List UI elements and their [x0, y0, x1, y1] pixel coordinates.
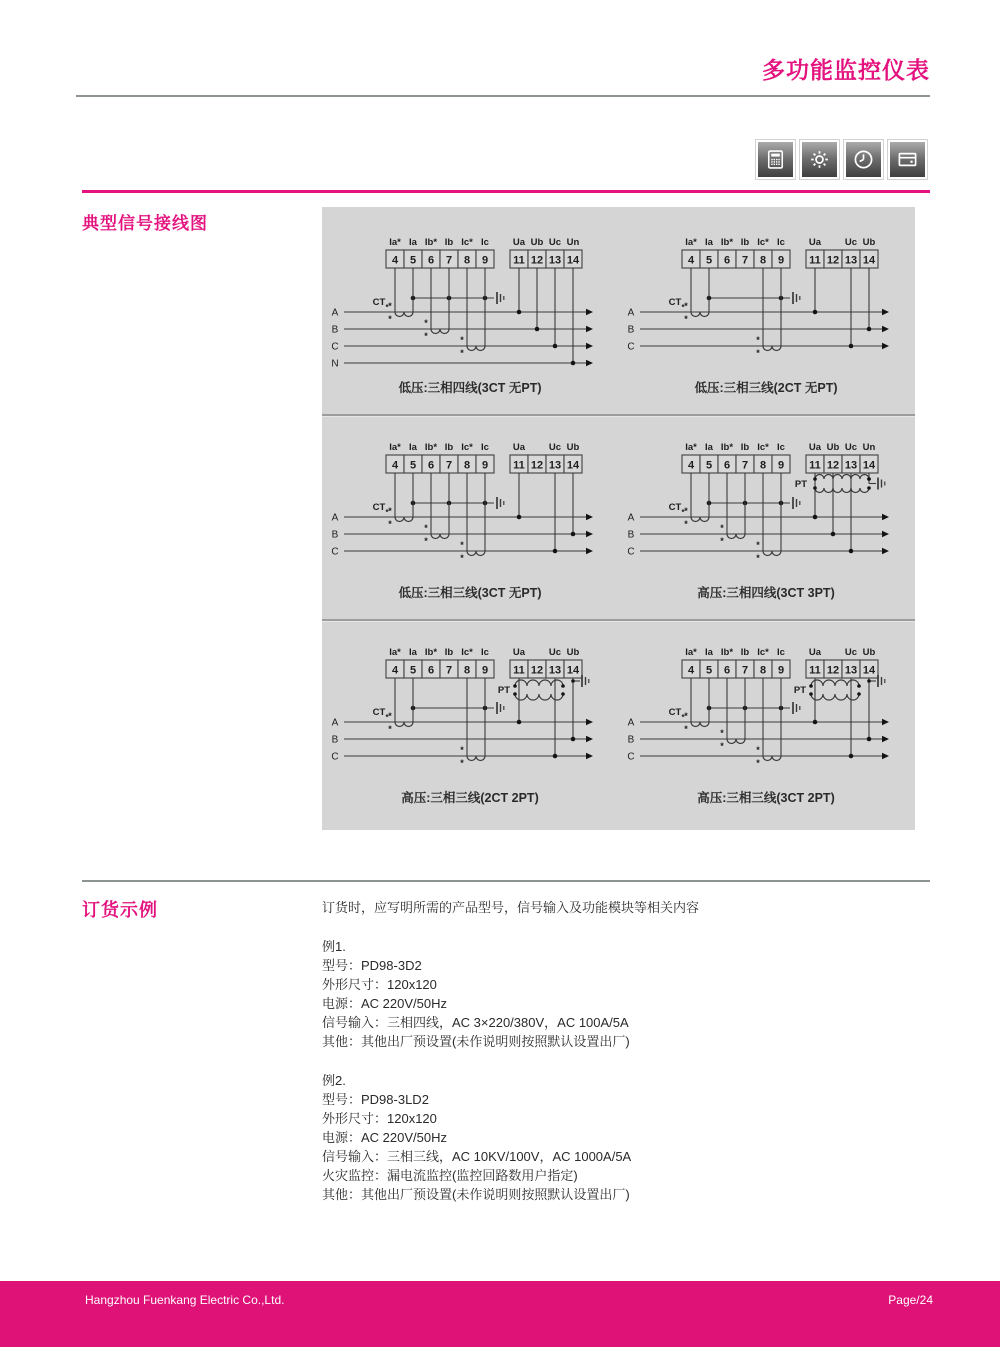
svg-text:Ib: Ib	[740, 237, 750, 248]
svg-text:5: 5	[705, 459, 713, 472]
svg-text:12: 12	[826, 254, 840, 267]
svg-text:Uc: Uc	[844, 442, 858, 453]
svg-text:4: 4	[687, 254, 695, 267]
svg-text:13: 13	[548, 254, 562, 267]
svg-text:5: 5	[705, 664, 713, 677]
wiring-diagram-panel	[322, 207, 915, 830]
example-line: 外形尺寸：120x120	[322, 977, 437, 992]
svg-text:8: 8	[759, 254, 767, 267]
example-line: 型号：PD98-3D2	[322, 958, 422, 973]
svg-text:4: 4	[391, 459, 399, 472]
svg-text:Ia*: Ia*	[389, 237, 401, 248]
svg-text:12: 12	[530, 664, 544, 677]
clock-icon	[843, 139, 884, 180]
svg-text:9: 9	[777, 459, 785, 472]
svg-text:C: C	[627, 751, 635, 763]
svg-text:*: *	[460, 348, 464, 358]
svg-text:*: *	[385, 713, 389, 722]
svg-text:*: *	[720, 741, 724, 751]
svg-text:*: *	[720, 536, 724, 546]
svg-text:*: *	[756, 553, 760, 563]
svg-text:B: B	[627, 734, 635, 746]
accent-divider	[82, 190, 930, 193]
svg-text:Ia: Ia	[409, 647, 417, 658]
svg-text:*: *	[388, 711, 392, 721]
svg-text:11: 11	[513, 664, 525, 677]
svg-text:Ia: Ia	[705, 442, 713, 453]
svg-text:7: 7	[445, 664, 453, 677]
svg-text:Ic: Ic	[777, 647, 785, 658]
diagram-row	[322, 211, 915, 414]
header-divider	[76, 95, 930, 97]
footer-company: Hangzhou Fuenkang Electric Co.,Ltd.	[85, 1293, 285, 1307]
svg-text:Ua: Ua	[512, 442, 526, 453]
svg-text:Uc: Uc	[548, 237, 562, 248]
svg-text:Ic*: Ic*	[461, 237, 473, 248]
svg-text:A: A	[331, 717, 339, 729]
svg-text:14: 14	[862, 664, 876, 677]
wiring-diagram	[618, 211, 914, 414]
svg-text:11: 11	[809, 664, 821, 677]
svg-text:CT: CT	[372, 297, 386, 308]
example-line: 电源：AC 220V/50Hz	[322, 996, 447, 1011]
svg-text:11: 11	[513, 459, 525, 472]
svg-text:Ic*: Ic*	[757, 647, 769, 658]
svg-text:B: B	[331, 324, 339, 336]
svg-text:12: 12	[530, 459, 544, 472]
svg-text:*: *	[388, 314, 392, 324]
svg-text:*: *	[388, 724, 392, 734]
svg-text:Ub: Ub	[566, 647, 580, 658]
svg-text:*: *	[720, 728, 724, 738]
svg-text:Ic: Ic	[777, 237, 785, 248]
svg-text:*: *	[684, 301, 688, 311]
svg-text:CT: CT	[668, 297, 682, 308]
svg-text:Ib: Ib	[444, 237, 454, 248]
diagram-row	[322, 414, 915, 619]
svg-text:5: 5	[409, 254, 417, 267]
ordering-section-heading: 订货示例	[82, 900, 158, 920]
svg-text:14: 14	[862, 254, 876, 267]
svg-text:9: 9	[481, 254, 489, 267]
svg-text:13: 13	[548, 664, 562, 677]
ordering-content	[322, 894, 922, 1204]
calculator-icon	[755, 139, 796, 180]
ordering-section	[0, 894, 1000, 1204]
svg-text:Ib: Ib	[444, 647, 454, 658]
svg-text:8: 8	[463, 664, 471, 677]
example-line: 电源：AC 220V/50Hz	[322, 1130, 447, 1145]
svg-text:*: *	[681, 713, 685, 722]
example-line: 其他：其他出厂预设置(未作说明则按照默认设置出厂)	[322, 1187, 630, 1202]
svg-text:Ib*: Ib*	[424, 647, 438, 658]
page-title: 多功能监控仪表	[762, 57, 930, 83]
svg-text:9: 9	[777, 664, 785, 677]
brightness-icon	[799, 139, 840, 180]
wiring-diagram	[322, 211, 618, 414]
svg-text:CT: CT	[372, 502, 386, 513]
svg-text:5: 5	[705, 254, 713, 267]
svg-text:*: *	[684, 314, 688, 324]
svg-text:CT: CT	[668, 502, 682, 513]
svg-text:7: 7	[741, 254, 749, 267]
svg-text:Ic*: Ic*	[461, 442, 473, 453]
svg-text:12: 12	[530, 254, 544, 267]
svg-text:Ib*: Ib*	[424, 442, 438, 453]
svg-text:A: A	[627, 307, 635, 319]
svg-text:Ic*: Ic*	[461, 647, 473, 658]
svg-text:14: 14	[566, 664, 580, 677]
svg-text:6: 6	[723, 459, 731, 472]
svg-text:Ia: Ia	[409, 442, 417, 453]
svg-text:Ia*: Ia*	[389, 647, 401, 658]
svg-text:Uc: Uc	[548, 442, 562, 453]
svg-text:*: *	[460, 540, 464, 550]
svg-text:*: *	[756, 758, 760, 768]
ordering-examples	[322, 937, 922, 1204]
wiring-diagram	[618, 621, 914, 824]
svg-text:6: 6	[427, 459, 435, 472]
page-footer	[0, 1281, 1000, 1347]
svg-text:14: 14	[566, 254, 580, 267]
svg-text:低压:三相三线(3CT 无PT): 低压:三相三线(3CT 无PT)	[398, 586, 542, 600]
svg-text:Ia*: Ia*	[685, 237, 697, 248]
svg-text:13: 13	[548, 459, 562, 472]
example-title: 例1.	[322, 939, 346, 954]
svg-text:11: 11	[809, 254, 821, 267]
svg-text:Ic: Ic	[481, 237, 489, 248]
svg-text:Ub: Ub	[530, 237, 544, 248]
svg-text:4: 4	[687, 664, 695, 677]
svg-text:低压:三相三线(2CT 无PT): 低压:三相三线(2CT 无PT)	[694, 381, 838, 395]
svg-text:B: B	[331, 734, 339, 746]
svg-text:Ia: Ia	[705, 647, 713, 658]
svg-text:C: C	[331, 546, 339, 558]
svg-text:Ic: Ic	[777, 442, 785, 453]
function-icon-toolbar	[0, 139, 928, 180]
svg-text:B: B	[627, 324, 635, 336]
svg-text:高压:三相四线(3CT 3PT): 高压:三相四线(3CT 3PT)	[697, 586, 835, 600]
svg-text:Ib: Ib	[444, 442, 454, 453]
svg-text:14: 14	[862, 459, 876, 472]
svg-text:9: 9	[481, 459, 489, 472]
svg-text:PT: PT	[793, 685, 806, 696]
svg-text:*: *	[460, 553, 464, 563]
svg-text:Ia*: Ia*	[685, 442, 697, 453]
svg-text:Ub: Ub	[862, 647, 876, 658]
svg-text:7: 7	[741, 459, 749, 472]
svg-text:13: 13	[844, 254, 858, 267]
svg-text:*: *	[388, 301, 392, 311]
svg-text:12: 12	[826, 459, 840, 472]
svg-text:7: 7	[445, 254, 453, 267]
svg-text:*: *	[756, 745, 760, 755]
svg-text:*: *	[684, 519, 688, 529]
svg-text:*: *	[460, 758, 464, 768]
svg-text:*: *	[720, 523, 724, 533]
svg-text:6: 6	[723, 664, 731, 677]
svg-text:Ub: Ub	[826, 442, 840, 453]
svg-text:4: 4	[391, 254, 399, 267]
svg-text:B: B	[627, 529, 635, 541]
svg-text:11: 11	[513, 254, 525, 267]
wiring-section-heading: 典型信号接线图	[82, 214, 208, 233]
ordering-intro: 订货时，应写明所需的产品型号，信号输入及功能模块等相关内容	[322, 900, 700, 915]
svg-text:5: 5	[409, 664, 417, 677]
svg-text:*: *	[388, 519, 392, 529]
svg-text:Ia*: Ia*	[389, 442, 401, 453]
svg-text:*: *	[424, 536, 428, 546]
svg-text:*: *	[684, 506, 688, 516]
svg-text:4: 4	[391, 664, 399, 677]
svg-text:PT: PT	[794, 479, 807, 490]
svg-text:Ib*: Ib*	[424, 237, 438, 248]
ordering-example	[322, 937, 922, 1051]
display-panel-icon	[887, 139, 928, 180]
svg-text:A: A	[331, 307, 339, 319]
svg-text:*: *	[756, 335, 760, 345]
svg-text:Ic: Ic	[481, 442, 489, 453]
svg-text:*: *	[460, 745, 464, 755]
svg-text:*: *	[460, 335, 464, 345]
wiring-diagram	[618, 416, 914, 619]
svg-text:Ic*: Ic*	[757, 442, 769, 453]
example-title: 例2.	[322, 1073, 346, 1088]
svg-text:C: C	[331, 341, 339, 353]
svg-text:Ua: Ua	[512, 647, 526, 658]
svg-text:高压:三相三线(2CT 2PT): 高压:三相三线(2CT 2PT)	[401, 791, 539, 805]
svg-text:Ub: Ub	[566, 442, 580, 453]
wiring-diagram	[322, 416, 618, 619]
svg-text:*: *	[385, 303, 389, 312]
svg-text:Ib: Ib	[740, 647, 750, 658]
svg-text:6: 6	[723, 254, 731, 267]
svg-text:13: 13	[844, 459, 858, 472]
svg-text:C: C	[331, 751, 339, 763]
svg-text:Un: Un	[862, 442, 876, 453]
svg-text:Ic*: Ic*	[757, 237, 769, 248]
svg-text:8: 8	[759, 664, 767, 677]
svg-text:7: 7	[741, 664, 749, 677]
svg-text:Ua: Ua	[808, 442, 822, 453]
svg-text:A: A	[627, 512, 635, 524]
svg-text:6: 6	[427, 254, 435, 267]
footer-page-number: Page/24	[888, 1293, 933, 1307]
svg-text:*: *	[756, 540, 760, 550]
svg-text:7: 7	[445, 459, 453, 472]
svg-text:CT: CT	[372, 707, 386, 718]
svg-text:Ia: Ia	[409, 237, 417, 248]
svg-text:Ic: Ic	[481, 647, 489, 658]
svg-text:*: *	[756, 348, 760, 358]
svg-text:*: *	[681, 303, 685, 312]
svg-text:*: *	[681, 508, 685, 517]
svg-text:12: 12	[826, 664, 840, 677]
svg-text:*: *	[424, 318, 428, 328]
svg-text:A: A	[627, 717, 635, 729]
svg-text:Ua: Ua	[512, 237, 526, 248]
wiring-section	[0, 207, 1000, 830]
wiring-diagram-grid	[322, 211, 915, 824]
svg-text:Ua: Ua	[808, 237, 822, 248]
svg-text:Uc: Uc	[844, 647, 858, 658]
svg-text:*: *	[684, 711, 688, 721]
svg-text:Ia*: Ia*	[685, 647, 697, 658]
diagram-row	[322, 619, 915, 824]
svg-text:C: C	[627, 546, 635, 558]
svg-text:Uc: Uc	[548, 647, 562, 658]
svg-text:14: 14	[566, 459, 580, 472]
example-line: 信号输入：三相三线，AC 10KV/100V，AC 1000A/5A	[322, 1149, 632, 1164]
svg-text:Ia: Ia	[705, 237, 713, 248]
svg-text:8: 8	[463, 459, 471, 472]
example-line: 其他：其他出厂预设置(未作说明则按照默认设置出厂)	[322, 1034, 630, 1049]
svg-text:*: *	[424, 331, 428, 341]
svg-text:Ua: Ua	[808, 647, 822, 658]
svg-text:PT: PT	[497, 685, 510, 696]
svg-text:Ib*: Ib*	[720, 647, 734, 658]
svg-text:*: *	[385, 508, 389, 517]
svg-text:B: B	[331, 529, 339, 541]
svg-text:Uc: Uc	[844, 237, 858, 248]
ordering-divider	[82, 880, 930, 882]
svg-text:13: 13	[844, 664, 858, 677]
svg-text:低压:三相四线(3CT 无PT): 低压:三相四线(3CT 无PT)	[398, 381, 542, 395]
svg-text:Ub: Ub	[862, 237, 876, 248]
svg-text:Ib*: Ib*	[720, 442, 734, 453]
example-line: 型号：PD98-3LD2	[322, 1092, 429, 1107]
svg-text:8: 8	[463, 254, 471, 267]
svg-text:*: *	[388, 506, 392, 516]
svg-text:高压:三相三线(3CT 2PT): 高压:三相三线(3CT 2PT)	[697, 791, 835, 805]
svg-text:9: 9	[777, 254, 785, 267]
svg-text:A: A	[331, 512, 339, 524]
svg-text:8: 8	[759, 459, 767, 472]
svg-text:4: 4	[687, 459, 695, 472]
example-line: 信号输入：三相四线，AC 3×220/380V，AC 100A/5A	[322, 1015, 629, 1030]
wiring-diagram	[322, 621, 618, 824]
svg-text:Un: Un	[566, 237, 580, 248]
ordering-example	[322, 1071, 922, 1204]
example-line: 火灾监控：漏电流监控(监控回路数用户指定)	[322, 1168, 578, 1183]
svg-text:9: 9	[481, 664, 489, 677]
svg-text:*: *	[684, 724, 688, 734]
svg-text:5: 5	[409, 459, 417, 472]
svg-text:N: N	[331, 358, 339, 370]
svg-text:6: 6	[427, 664, 435, 677]
svg-text:CT: CT	[668, 707, 682, 718]
svg-text:11: 11	[809, 459, 821, 472]
svg-text:Ib*: Ib*	[720, 237, 734, 248]
svg-text:Ib: Ib	[740, 442, 750, 453]
example-line: 外形尺寸：120x120	[322, 1111, 437, 1126]
svg-text:*: *	[424, 523, 428, 533]
svg-text:C: C	[627, 341, 635, 353]
